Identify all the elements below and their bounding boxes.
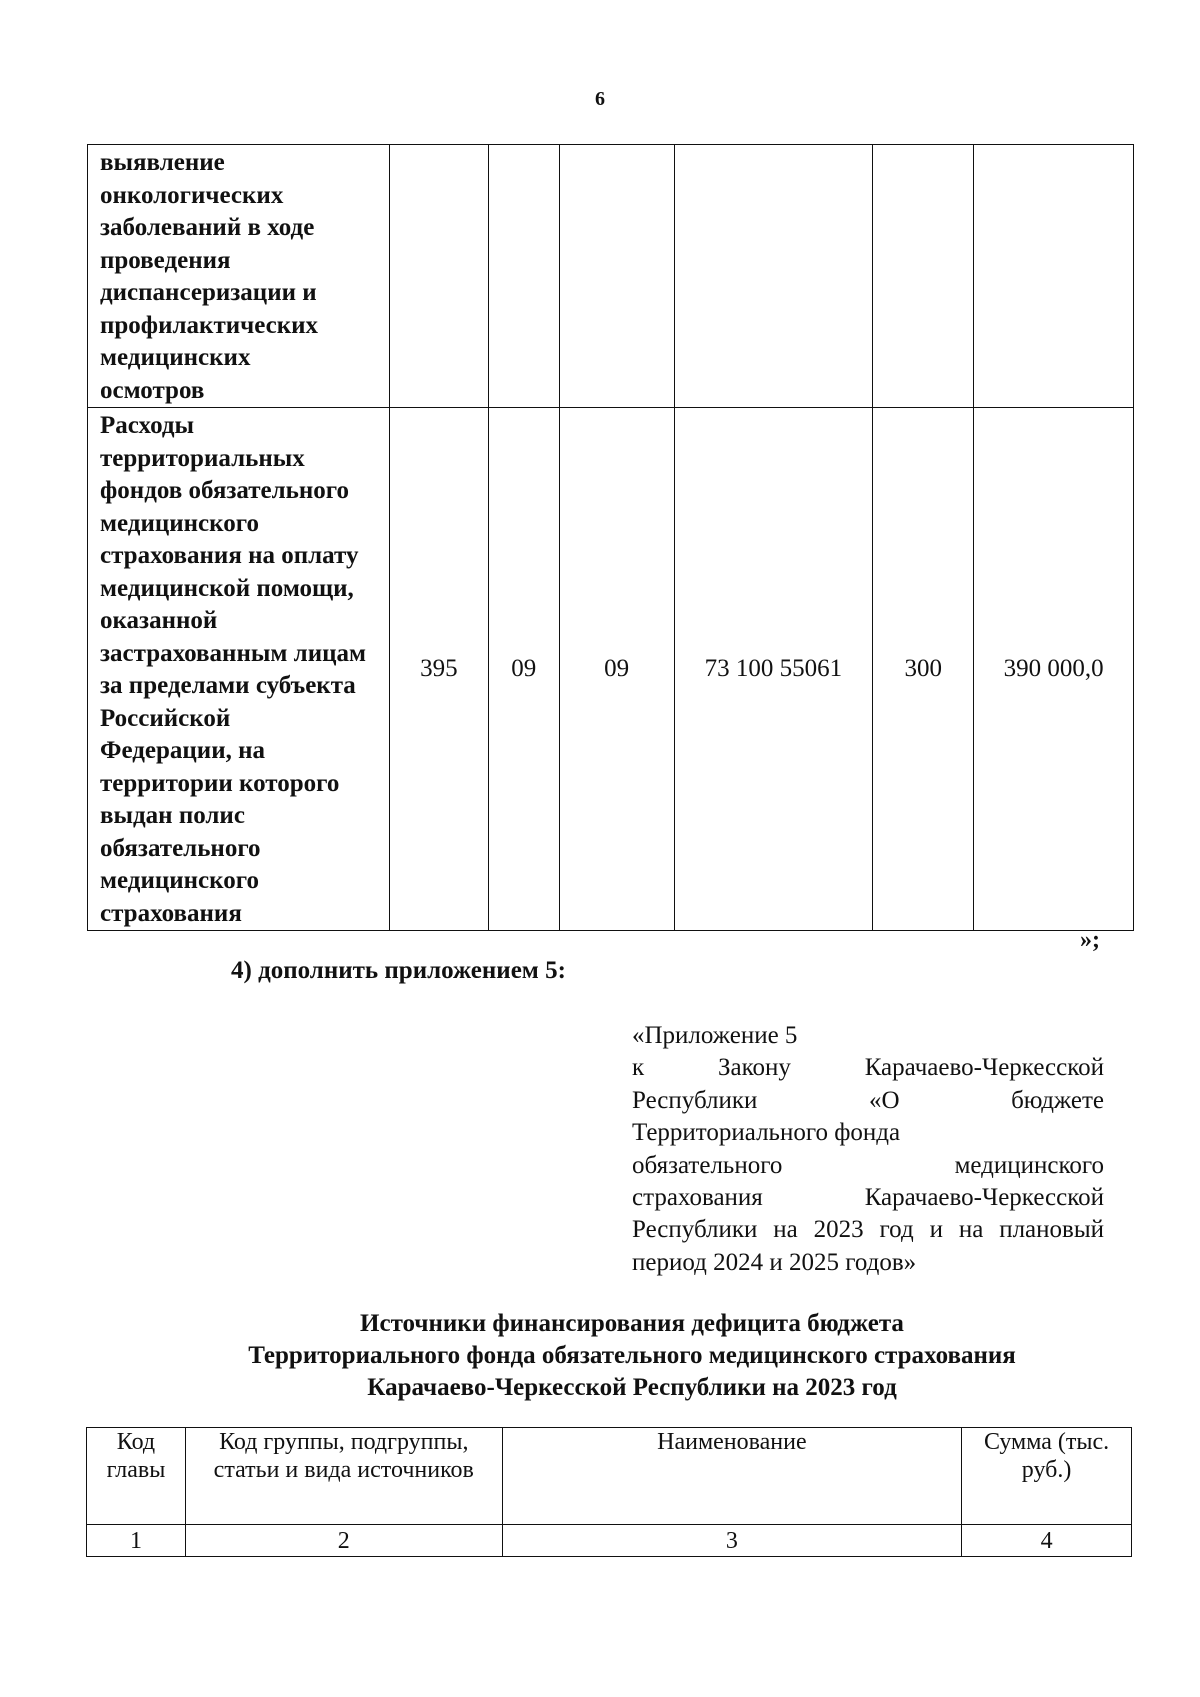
- header-chapter-code: Код главы: [87, 1428, 186, 1525]
- row-name-line: застрахованным лицам: [100, 639, 367, 667]
- column-number: 1: [87, 1525, 186, 1557]
- closing-quote: »;: [1080, 927, 1100, 953]
- row-name-line: выдан полис: [100, 802, 245, 829]
- column-number: 2: [185, 1525, 502, 1557]
- expense-type-cell: [873, 145, 974, 408]
- row-name-line: онкологических: [100, 181, 284, 209]
- target-article-cell: 73 100 55061: [674, 408, 873, 931]
- row-name-line: заболеваний в ходе: [100, 214, 315, 241]
- page-number: 6: [595, 88, 605, 110]
- amount-cell: [974, 145, 1134, 408]
- table-row: [88, 145, 1134, 408]
- row-name-line: оказанной: [100, 607, 218, 634]
- table-row: [88, 408, 1134, 931]
- heading-line: Источники финансирования дефицита бюджета: [360, 1310, 904, 1337]
- row-name-line: проведения: [100, 246, 231, 274]
- header-name: Наименование: [502, 1428, 962, 1525]
- row-name-line: профилактических: [100, 311, 319, 339]
- row-name-line: медицинского: [100, 867, 259, 894]
- row-name-line: страхования на оплату: [100, 542, 359, 569]
- row-name-cell: [88, 145, 390, 408]
- amendment-item-4: 4) дополнить приложением 5:: [231, 957, 566, 984]
- row-name-line: территории которого: [100, 769, 340, 797]
- appendix-line: страхования Карачаево-Черкесской: [632, 1184, 1104, 1212]
- header-amount: Сумма (тыс. руб.): [962, 1428, 1132, 1525]
- section-cell: 09: [488, 408, 559, 931]
- row-name-line: диспансеризации и: [100, 279, 317, 306]
- financing-sources-table: [86, 1427, 1132, 1557]
- row-name-line: медицинских: [100, 344, 251, 371]
- row-name-line: территориальных: [100, 444, 305, 472]
- appendix-line: «Приложение 5: [632, 1022, 798, 1049]
- expense-type-cell: 300: [873, 408, 974, 931]
- expenses-table: [87, 144, 1134, 931]
- appendix-line: обязательного медицинского: [632, 1151, 1104, 1179]
- target-article-cell: [674, 145, 873, 408]
- chapter-code-cell: [389, 145, 488, 408]
- column-number: 3: [502, 1525, 962, 1557]
- row-name-line: страхования: [100, 899, 242, 927]
- appendix-line: Республики «О бюджете: [632, 1086, 1104, 1114]
- appendix-caption: [632, 1020, 1104, 1279]
- heading-line: Карачаево-Черкесской Республики на 2023 год: [367, 1374, 897, 1401]
- column-number: 4: [962, 1525, 1132, 1557]
- row-name-line: Федерации, на: [100, 737, 266, 764]
- subsection-cell: [559, 145, 674, 408]
- row-name-line: медицинской помощи,: [100, 574, 354, 602]
- row-name-line: обязательного: [100, 834, 261, 862]
- row-name-line: Расходы: [100, 412, 195, 439]
- row-name-line: фондов обязательного: [100, 477, 350, 504]
- header-group-code: Код группы, подгруппы, статьи и вида источников: [185, 1428, 502, 1525]
- amount-cell: 390 000,0: [974, 408, 1134, 931]
- appendix-line: к Закону Карачаево-Черкесской: [632, 1054, 1104, 1082]
- header-row: [87, 1428, 1132, 1525]
- row-name-line: Российской: [100, 704, 231, 732]
- row-name-line: медицинского: [100, 509, 259, 537]
- section-heading: [100, 1308, 1164, 1404]
- section-cell: [488, 145, 559, 408]
- appendix-line: Территориального фонда: [632, 1119, 901, 1147]
- row-name-cell: [88, 408, 390, 931]
- subsection-cell: 09: [559, 408, 674, 931]
- appendix-line: Республики на 2023 год и на плановый: [632, 1216, 1104, 1244]
- appendix-line: период 2024 и 2025 годов»: [632, 1248, 917, 1276]
- chapter-code-cell: 395: [389, 408, 488, 931]
- row-name-line: выявление: [100, 149, 225, 176]
- row-name-line: за пределами субъекта: [100, 672, 356, 699]
- heading-line: Территориального фонда обязательного медицинского страхования: [248, 1342, 1016, 1369]
- column-number-row: [87, 1525, 1132, 1557]
- row-name-line: осмотров: [100, 376, 205, 404]
